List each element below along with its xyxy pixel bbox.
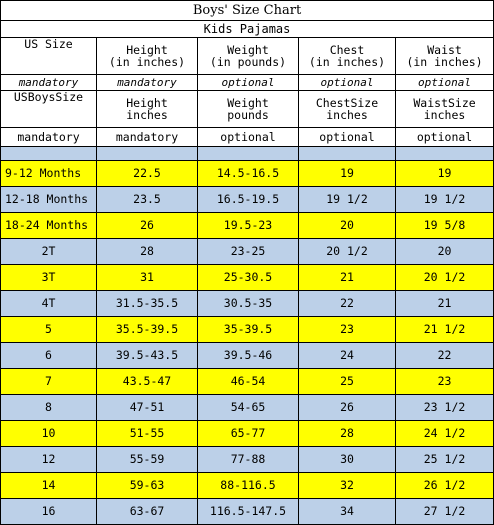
header-cell: ChestSize inches (299, 91, 396, 128)
size-cell: 16 (1, 499, 97, 525)
size-cell: 3T (1, 265, 97, 291)
header-cell: optional (396, 128, 494, 147)
header-cell: optional (198, 128, 299, 147)
chest-cell: 21 (299, 265, 396, 291)
waist-cell: 22 (396, 343, 494, 369)
header-row-3 (1, 91, 494, 128)
waist-cell: 25 1/2 (396, 447, 494, 473)
table-row (1, 369, 494, 395)
size-cell: 12 (1, 447, 97, 473)
header-cell: USBoysSize (1, 91, 97, 128)
size-cell: 10 (1, 421, 97, 447)
size-cell: 7 (1, 369, 97, 395)
table-row (1, 499, 494, 525)
weight-cell: 39.5-46 (198, 343, 299, 369)
size-cell: 6 (1, 343, 97, 369)
chest-cell: 30 (299, 447, 396, 473)
header-cell: optional (198, 75, 299, 91)
header-cell: WaistSize inches (396, 91, 494, 128)
weight-cell: 14.5-16.5 (198, 161, 299, 187)
header-cell: optional (299, 128, 396, 147)
height-cell: 23.5 (97, 187, 198, 213)
height-cell: 55-59 (97, 447, 198, 473)
waist-cell: 20 1/2 (396, 265, 494, 291)
height-cell: 31.5-35.5 (97, 291, 198, 317)
size-cell: 2T (1, 239, 97, 265)
table-row (1, 395, 494, 421)
waist-cell: 19 (396, 161, 494, 187)
header-cell: Waist (in inches) (396, 38, 494, 75)
weight-cell: 54-65 (198, 395, 299, 421)
weight-cell: 77-88 (198, 447, 299, 473)
weight-cell: 88-116.5 (198, 473, 299, 499)
size-cell: 18-24 Months (1, 213, 97, 239)
header-cell: Height (in inches) (97, 38, 198, 75)
waist-cell: 19 5/8 (396, 213, 494, 239)
size-cell: 4T (1, 291, 97, 317)
chest-cell: 34 (299, 499, 396, 525)
waist-cell: 24 1/2 (396, 421, 494, 447)
weight-cell: 65-77 (198, 421, 299, 447)
table-row (1, 239, 494, 265)
weight-cell: 35-39.5 (198, 317, 299, 343)
height-cell: 63-67 (97, 499, 198, 525)
table-row (1, 421, 494, 447)
table-row (1, 265, 494, 291)
weight-cell: 30.5-35 (198, 291, 299, 317)
header-cell: Weight pounds (198, 91, 299, 128)
chest-cell: 28 (299, 421, 396, 447)
table-row (1, 213, 494, 239)
spacer-cell (396, 147, 494, 161)
height-cell: 51-55 (97, 421, 198, 447)
header-cell: Chest (in inches) (299, 38, 396, 75)
waist-cell: 23 (396, 369, 494, 395)
weight-cell: 46-54 (198, 369, 299, 395)
chest-cell: 20 1/2 (299, 239, 396, 265)
table-row (1, 343, 494, 369)
table-row (1, 161, 494, 187)
size-cell: 5 (1, 317, 97, 343)
weight-cell: 116.5-147.5 (198, 499, 299, 525)
table-row (1, 317, 494, 343)
height-cell: 39.5-43.5 (97, 343, 198, 369)
header-cell: Weight (in pounds) (198, 38, 299, 75)
spacer-cell (299, 147, 396, 161)
header-cell: mandatory (97, 75, 198, 91)
height-cell: 31 (97, 265, 198, 291)
header-row-1 (1, 38, 494, 75)
size-cell: 14 (1, 473, 97, 499)
waist-cell: 21 1/2 (396, 317, 494, 343)
waist-cell: 27 1/2 (396, 499, 494, 525)
chest-cell: 23 (299, 317, 396, 343)
height-cell: 22.5 (97, 161, 198, 187)
spacer-cell (1, 147, 97, 161)
height-cell: 28 (97, 239, 198, 265)
spacer-cell (198, 147, 299, 161)
header-cell: Height inches (97, 91, 198, 128)
chest-cell: 20 (299, 213, 396, 239)
weight-cell: 16.5-19.5 (198, 187, 299, 213)
header-cell: mandatory (1, 128, 97, 147)
size-cell: 9-12 Months (1, 161, 97, 187)
chest-cell: 22 (299, 291, 396, 317)
spacer-cell (97, 147, 198, 161)
chest-cell: 24 (299, 343, 396, 369)
size-cell: 8 (1, 395, 97, 421)
chest-cell: 26 (299, 395, 396, 421)
chest-cell: 32 (299, 473, 396, 499)
spacer-row (1, 147, 494, 161)
header-cell: optional (299, 75, 396, 91)
waist-cell: 21 (396, 291, 494, 317)
table-row (1, 447, 494, 473)
weight-cell: 25-30.5 (198, 265, 299, 291)
weight-cell: 23-25 (198, 239, 299, 265)
header-cell: US Size (1, 38, 97, 75)
height-cell: 59-63 (97, 473, 198, 499)
size-cell: 12-18 Months (1, 187, 97, 213)
height-cell: 35.5-39.5 (97, 317, 198, 343)
waist-cell: 26 1/2 (396, 473, 494, 499)
header-cell: mandatory (97, 128, 198, 147)
table-row (1, 187, 494, 213)
chart-title: Boys' Size Chart (1, 1, 494, 21)
chest-cell: 19 1/2 (299, 187, 396, 213)
chest-cell: 25 (299, 369, 396, 395)
height-cell: 47-51 (97, 395, 198, 421)
height-cell: 26 (97, 213, 198, 239)
table-row (1, 473, 494, 499)
chart-subtitle: Kids Pajamas (1, 21, 494, 38)
table-row (1, 291, 494, 317)
header-cell: mandatory (1, 75, 97, 91)
weight-cell: 19.5-23 (198, 213, 299, 239)
header-cell: optional (396, 75, 494, 91)
waist-cell: 23 1/2 (396, 395, 494, 421)
chest-cell: 19 (299, 161, 396, 187)
waist-cell: 19 1/2 (396, 187, 494, 213)
header-row-2 (1, 75, 494, 91)
header-row-4 (1, 128, 494, 147)
height-cell: 43.5-47 (97, 369, 198, 395)
waist-cell: 20 (396, 239, 494, 265)
